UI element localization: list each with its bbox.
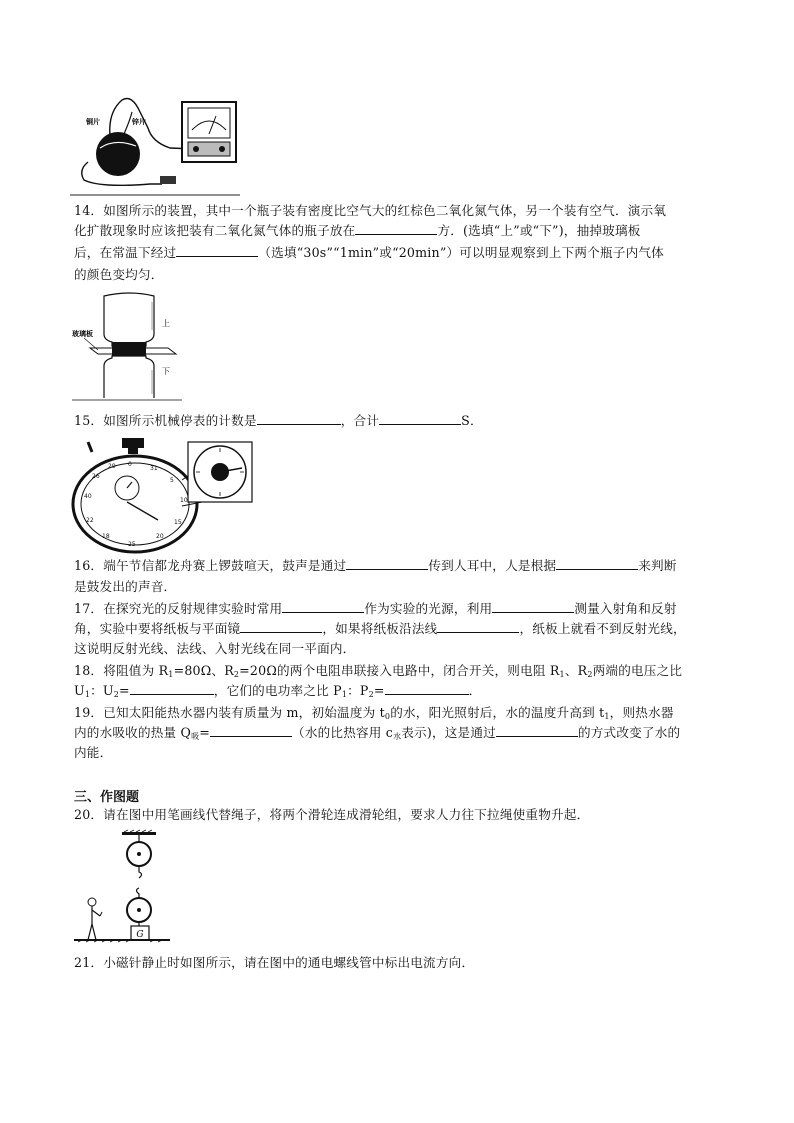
voltaic-cell-figure [70,92,240,200]
q18-line-2: $U_1$：$U_2=$ ，它们的电功率之比 $P_1$：$P_2=$ ． [74,683,482,699]
svg-text:26: 26 [92,473,100,480]
q19-line-3: 内能． [74,745,113,760]
svg-text:0: 0 [128,461,132,468]
svg-text:31: 31 [150,465,158,472]
answer-blank[interactable] [257,412,341,425]
svg-text:29: 29 [108,463,116,470]
answer-blank[interactable] [355,222,437,235]
q18-line-1: 18．将阻值为 $R_1=80\Omega$、$R_2=20\Omega$的两个电阻串联接入电路中，闭合开关，则电阻 $R_1$、$R_2$两端的电压之比 [74,663,683,679]
svg-text:22: 22 [86,517,94,524]
q21-text: 21．小磁针静止时如图所示，请在图中的通电螺线管中标出电流方向． [74,955,475,970]
answer-blank[interactable] [282,600,364,613]
label-glass-plate: 玻璃板 [72,330,93,338]
svg-text:10: 10 [180,497,188,504]
q14-line-2: 化扩散现象时应该把装有二氧化氮气体的瓶子放在 方．(选填“上”或“下”)，抽掉玻璃板 [74,223,641,238]
answer-blank[interactable] [176,244,258,257]
label-copper: 铜片 [86,118,100,126]
q16-line-2: 是鼓发出的声音． [74,579,177,594]
label-upper: 上 [162,319,170,328]
pulley-figure [74,830,174,945]
q14-line-3: 后，在常温下经过 （选填“30s”“1min”或“20min”）可以明显观察到上下两个瓶子内气体 [74,245,664,260]
answer-blank[interactable] [130,682,214,695]
svg-text:15: 15 [174,519,182,526]
label-lower: 下 [162,367,170,376]
q14-line-1: 14．如图所示的装置，其中一个瓶子装有密度比空气大的红棕色二氧化氮气体，另一个装有空气．演示氧 [74,203,667,218]
svg-text:40: 40 [84,493,92,500]
label-zinc: 锌片 [132,118,146,126]
svg-text:20: 20 [156,533,164,540]
q16-line-1: 16．端午节信都龙舟赛上锣鼓喧天，鼓声是通过 传到人耳中，人是根据 来判断 [74,558,677,573]
q20-text: 20．请在图中用笔画线代替绳子，将两个滑轮连成滑轮组，要求人力往下拉绳使重物升起． [74,807,590,822]
stopwatch-figure [70,436,260,552]
q17-line-3: 这说明反射光线、法线、入射光线在同一平面内． [74,641,356,656]
q15-line: 15．如图所示机械停表的计数是 ，合计 S． [74,413,483,428]
q14-line-4: 的颜色变均匀． [74,267,164,282]
gas-bottles-figure [72,290,182,402]
section-heading: 三、作图题 [74,790,140,805]
svg-text:18: 18 [102,533,110,540]
q19-line-1: 19．已知太阳能热水器内装有质量为 m，初始温度为 $t_0$的水，阳光照射后，水的温度升高到 $t_1$，则热水器 [74,705,674,721]
answer-blank[interactable] [556,557,638,570]
svg-text:25: 25 [128,541,136,548]
svg-text:5: 5 [170,477,174,484]
answer-blank[interactable] [210,724,292,737]
answer-blank[interactable] [492,600,574,613]
q17-line-2: 角，实验中要将纸板与平面镜 ，如果将纸板沿法线 ，纸板上就看不到反射光线， [74,621,686,636]
answer-blank[interactable] [385,682,469,695]
answer-blank[interactable] [346,557,428,570]
q17-line-1: 17．在探究光的反射规律实验时常用 作为实验的光源，利用 测量入射角和反射 [74,601,677,616]
answer-blank[interactable] [437,620,519,633]
weight-label: G [136,930,144,940]
q19-line-2: 内的水吸收的热量 $Q_吸=$ （水的比热容用 $c_水$表示)，这是通过 的方式改变了水的 [74,725,681,741]
answer-blank[interactable] [379,412,461,425]
answer-blank[interactable] [240,620,322,633]
answer-blank[interactable] [496,724,578,737]
